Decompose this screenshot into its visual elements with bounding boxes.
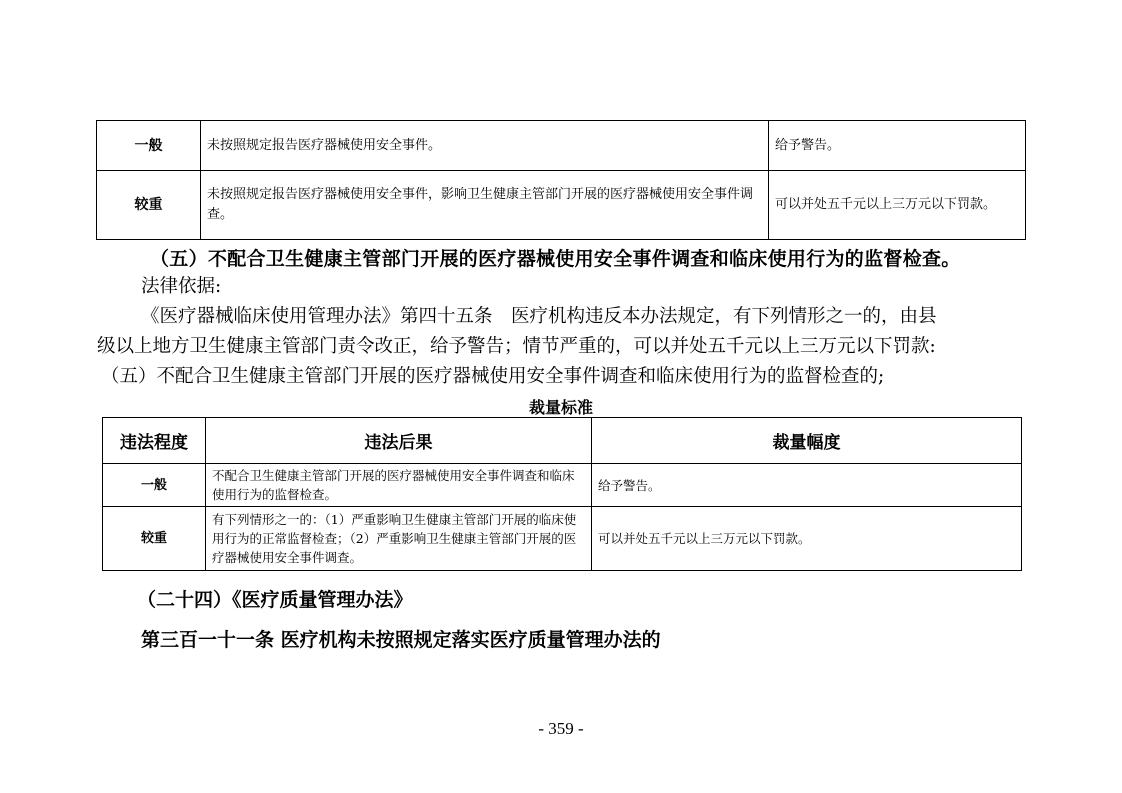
item-heading: （五）不配合卫生健康主管部门开展的医疗器械使用安全事件调查和临床使用行为的监督检查。 bbox=[150, 248, 961, 270]
page-number: - 359 - bbox=[538, 719, 584, 738]
table-header-row bbox=[103, 418, 1022, 464]
consequence-cell: 未按照规定报告医疗器械使用安全事件，影响卫生健康主管部门开展的医疗器械使用安全事件调查。 bbox=[201, 171, 769, 240]
severity-level-cell: 一般 bbox=[103, 464, 206, 507]
top-discretion-table bbox=[96, 120, 1026, 240]
column-header: 裁量幅度 bbox=[592, 418, 1022, 464]
measure-cell: 可以并处五千元以上三万元以下罚款。 bbox=[592, 507, 1022, 571]
table-row bbox=[103, 507, 1022, 571]
consequence-cell: 有下列情形之一的：（1）严重影响卫生健康主管部门开展的临床使用行为的正常监督检查；（2）严重影响卫生健康主管部门开展的医疗器械使用安全事件调查。 bbox=[206, 507, 592, 571]
column-header: 违法程度 bbox=[103, 418, 206, 464]
article-title: 第三百一十一条 医疗机构未按照规定落实医疗质量管理办法的 bbox=[141, 629, 661, 651]
severity-level-cell: 较重 bbox=[103, 507, 206, 571]
legal-basis-text: 《医疗器械临床使用管理办法》第四十五条 医疗机构违反本办法规定，有下列情形之一的，由县 bbox=[141, 306, 937, 327]
severity-level-cell: 较重 bbox=[97, 171, 201, 240]
consequence-cell: 不配合卫生健康主管部门开展的医疗器械使用安全事件调查和临床使用行为的监督检查。 bbox=[206, 464, 592, 507]
table-row bbox=[97, 171, 1026, 240]
legal-basis-text: 级以上地方卫生健康主管部门责令改正，给予警告；情节严重的，可以并处五千元以上三万元以下罚款: bbox=[97, 336, 936, 357]
column-header: 违法后果 bbox=[206, 418, 592, 464]
consequence-cell: 未按照规定报告医疗器械使用安全事件。 bbox=[201, 121, 769, 171]
discretion-standard-table bbox=[102, 417, 1022, 571]
measure-cell: 给予警告。 bbox=[592, 464, 1022, 507]
section-title: （二十四）《医疗质量管理办法》 bbox=[137, 589, 413, 611]
measure-cell: 可以并处五千元以上三万元以下罚款。 bbox=[769, 171, 1026, 240]
measure-cell: 给予警告。 bbox=[769, 121, 1026, 171]
table-row bbox=[97, 121, 1026, 171]
table-caption: 裁量标准 bbox=[528, 398, 593, 417]
severity-level-cell: 一般 bbox=[97, 121, 201, 171]
legal-basis-text: （五）不配合卫生健康主管部门开展的医疗器械使用安全事件调查和临床使用行为的监督检查的; bbox=[101, 366, 885, 387]
legal-basis-label: 法律依据: bbox=[141, 276, 222, 297]
table-row bbox=[103, 464, 1022, 507]
